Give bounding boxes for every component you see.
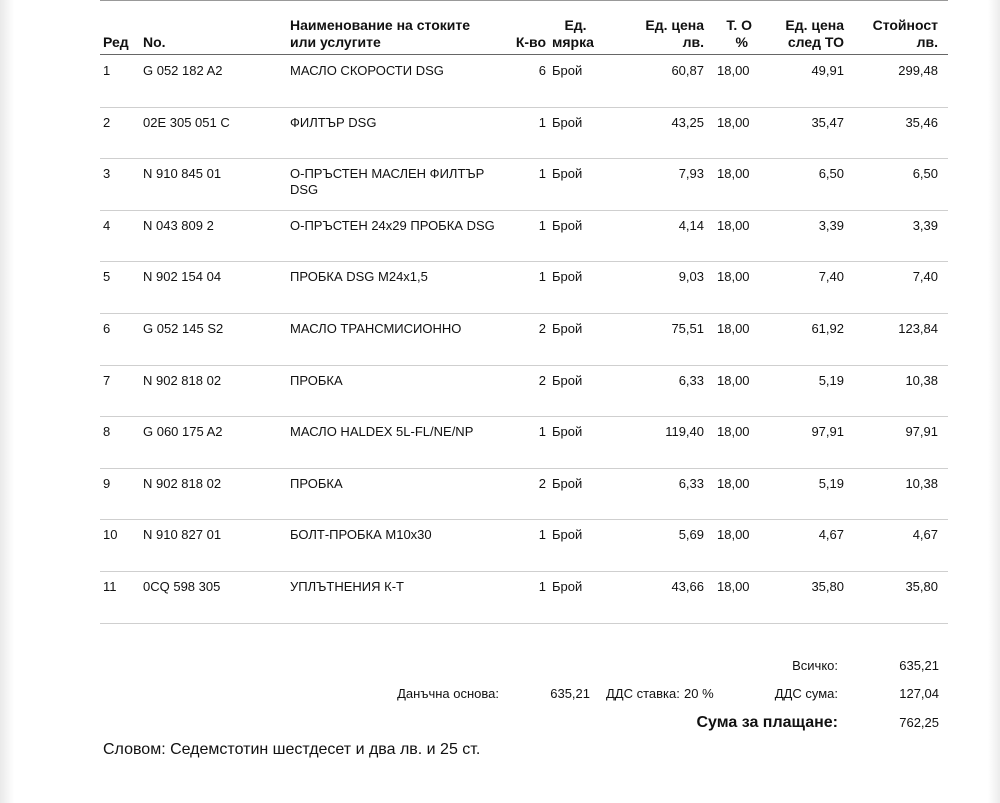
page-edge-right [988,0,1000,803]
table-row [100,572,948,624]
row-pos: 10 [103,527,118,543]
row-name: О-ПРЪСТЕН 24x29 ПРОБКА DSG [290,217,495,233]
row-pos: 1 [103,63,111,78]
table-row [100,211,948,263]
table-header [100,14,948,54]
row-qty: 2 [538,372,546,388]
row-name: МАСЛО СКОРОСТИ DSG [290,63,444,78]
row-name: УПЛЪТНЕНИЯ К-Т [290,579,404,594]
header-code: No. [143,34,166,50]
row-unit-price: 9,03 [678,269,704,285]
header-price-line1: Ед. цена [645,17,704,33]
row-price-after-vat: 5,19 [818,372,844,388]
tax-base-value: 635,21 [550,686,590,701]
table-row [100,417,948,469]
row-qty: 1 [538,424,546,440]
row-pos: 11 [103,579,117,594]
total-all-value: 635,21 [899,658,939,673]
row-total: 123,84 [898,321,938,336]
row-price-after-vat: 3,39 [818,217,844,233]
row-qty: 2 [538,475,546,491]
row-code: N 910 845 01 [143,166,222,182]
header-divider [100,54,948,55]
row-code: N 910 827 01 [143,527,222,543]
row-pos: 7 [103,372,111,388]
header-vat-line2: % [735,34,748,50]
row-qty: 6 [538,63,546,78]
row-unit-price: 75,51 [671,321,704,336]
tax-base-label: Данъчна основа: [397,686,499,701]
amount-due-value: 762,25 [899,715,939,730]
row-vat: 18,00 [717,166,750,182]
row-price-after-vat: 61,92 [811,321,844,336]
row-price-after-vat: 35,80 [811,579,844,594]
row-unit-price: 6,33 [678,372,704,388]
row-vat: 18,00 [717,63,750,78]
row-vat: 18,00 [717,321,750,336]
row-unit: Брой [552,321,583,336]
row-name: ПРОБКА [290,372,343,388]
row-vat: 18,00 [717,372,750,388]
row-name: О-ПРЪСТЕН МАСЛЕН ФИЛТЪР DSG [290,166,485,198]
row-pos: 2 [103,114,111,130]
row-pos: 3 [103,166,111,182]
page-edge-left [0,0,14,803]
row-pos: 5 [103,269,111,285]
row-code: 0CQ 598 305 [143,579,221,594]
row-name: ФИЛТЪР DSG [290,114,377,130]
row-pos: 9 [103,475,111,491]
row-qty: 1 [538,527,546,543]
row-unit-price: 4,14 [678,217,704,233]
row-price-after-vat: 7,40 [818,269,844,285]
row-unit-price: 43,25 [671,114,704,130]
row-code: G 060 175 A2 [143,424,223,440]
row-total: 10,38 [905,372,938,388]
row-vat: 18,00 [717,217,750,233]
row-price-after-vat: 5,19 [818,475,844,491]
row-vat: 18,00 [717,269,750,285]
header-price-line2: лв. [682,34,704,50]
vat-sum-label: ДДС сума: [774,686,838,701]
row-vat: 18,00 [717,424,750,440]
row-pos: 6 [103,321,111,336]
header-unit-line1: Ед. [564,17,587,33]
table-row [100,469,948,521]
row-price-after-vat: 49,91 [811,63,844,78]
row-code: 02E 305 051 C [143,114,230,130]
header-qty: К-во [515,34,546,50]
row-unit: Брой [552,475,583,491]
row-unit: Брой [552,166,583,182]
header-pos: Ред [103,34,129,50]
row-unit-price: 7,93 [678,166,704,182]
row-unit: Брой [552,527,583,543]
row-unit: Брой [552,424,583,440]
row-unit-price: 6,33 [678,475,704,491]
header-tprice-line2: след ТО [787,34,844,50]
row-total: 6,50 [912,166,938,182]
row-total: 97,91 [905,424,938,440]
vat-sum-value: 127,04 [899,686,939,701]
row-unit-price: 5,69 [678,527,704,543]
row-vat: 18,00 [717,114,750,130]
table-row [100,520,948,572]
row-qty: 1 [538,114,546,130]
row-price-after-vat: 35,47 [811,114,844,130]
row-total: 7,40 [912,269,938,285]
header-total-line2: лв. [916,34,938,50]
row-code: N 902 818 02 [143,372,222,388]
row-qty: 2 [538,321,546,336]
row-vat: 18,00 [717,527,750,543]
row-code: N 043 809 2 [143,217,214,233]
table-row [100,366,948,418]
row-unit: Брой [552,63,583,78]
header-total-line1: Стойност [872,17,938,33]
row-unit: Брой [552,269,583,285]
row-name: ПРОБКА DSG M24x1,5 [290,269,428,285]
amount-in-words: Словом: Седемстотин шестдесет и два лв. и 25 ст. [103,741,481,758]
row-divider [100,623,948,624]
row-unit: Брой [552,217,583,233]
row-pos: 8 [103,424,111,440]
row-unit-price: 60,87 [671,63,704,78]
row-total: 3,39 [912,217,938,233]
row-qty: 1 [538,217,546,233]
row-qty: 1 [538,579,546,594]
row-name: БОЛТ-ПРОБКА M10x30 [290,527,432,543]
row-pos: 4 [103,217,111,233]
row-price-after-vat: 4,67 [818,527,844,543]
row-code: G 052 182 A2 [143,63,223,78]
row-total: 4,67 [912,527,938,543]
row-name: ПРОБКА [290,475,343,491]
row-unit: Брой [552,114,583,130]
row-vat: 18,00 [717,475,750,491]
row-vat: 18,00 [717,579,750,594]
row-code: N 902 818 02 [143,475,222,491]
row-total: 35,80 [905,579,938,594]
row-price-after-vat: 97,91 [811,424,844,440]
row-code: N 902 154 04 [143,269,222,285]
total-all-label: Всичко: [792,658,838,673]
amount-due-label: Сума за плащане: [696,714,838,731]
row-unit: Брой [552,372,583,388]
row-qty: 1 [538,166,546,182]
row-total: 299,48 [898,63,938,78]
table-row [100,159,948,211]
header-vat-line1: Т. О [726,17,752,33]
vat-rate-value: 20 % [684,686,714,701]
row-code: G 052 145 S2 [143,321,224,336]
header-name-line1: Наименование на стоките [290,17,470,33]
row-total: 35,46 [905,114,938,130]
row-name: МАСЛО ТРАНСМИСИОННО [290,321,462,336]
row-unit: Брой [552,579,583,594]
table-row [100,262,948,314]
header-unit-line2: мярка [552,34,594,50]
row-name: МАСЛО HALDEX 5L-FL/NE/NP [290,424,474,440]
table-row [100,56,948,108]
header-tprice-line1: Ед. цена [785,17,844,33]
row-price-after-vat: 6,50 [818,166,844,182]
row-unit-price: 119,40 [665,424,704,440]
table-row [100,108,948,160]
vat-rate-label: ДДС ставка: [606,686,680,701]
row-unit-price: 43,66 [671,579,704,594]
header-name-line2: или услугите [290,34,381,50]
top-border [100,0,948,1]
row-qty: 1 [538,269,546,285]
table-row [100,314,948,366]
row-total: 10,38 [905,475,938,491]
